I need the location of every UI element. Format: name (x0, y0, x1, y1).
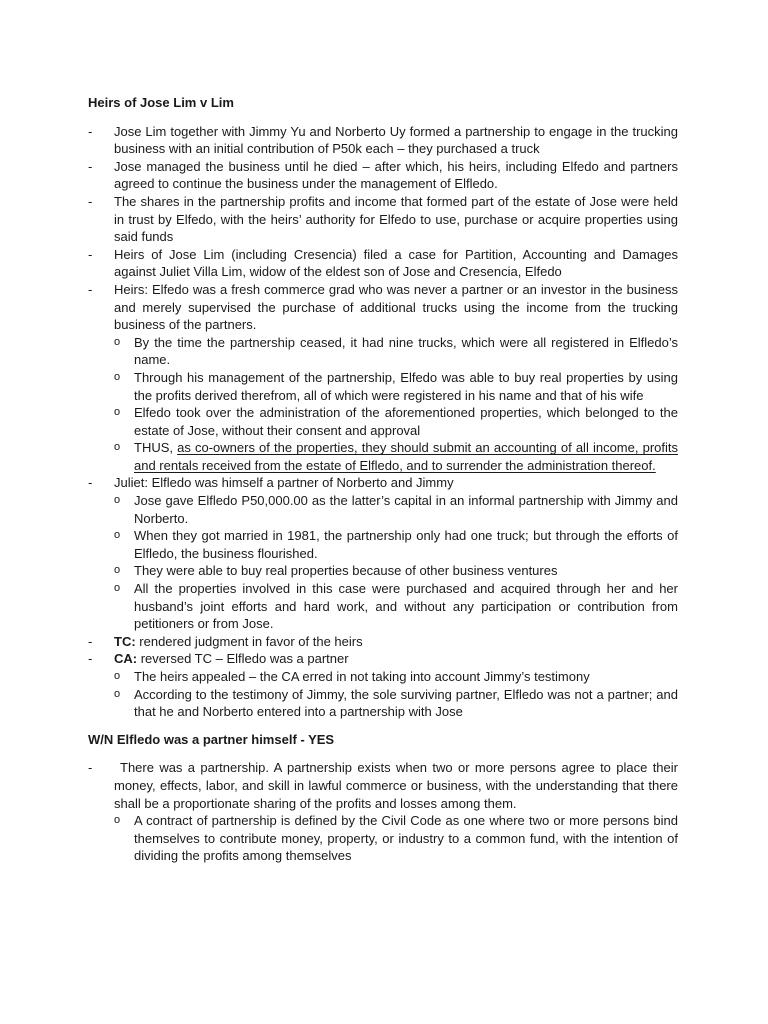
tc-label: TC: (114, 633, 136, 649)
dash-bullet: - (88, 158, 93, 174)
list-item (88, 123, 678, 158)
list-item-text: Heirs of Jose Lim (including Cresencia) filed a case for Partition, Accounting and Damages against Juliet Villa Lim, widow of the eldest son of Jose and Cresencia, Elfedo (114, 246, 678, 280)
circle-bullet: o (114, 687, 121, 700)
dash-bullet: - (88, 193, 93, 209)
circle-bullet: o (114, 582, 121, 595)
thus-underlined-text: as co-owners of the properties, they should submit an accounting of all income, profits and rentals received from the estate of Elfledo, and to surrender the administration thereof. (134, 440, 678, 473)
thus-prefix: THUS, (134, 440, 178, 456)
sub-item-text: The heirs appealed – the CA erred in not taking into account Jimmy’s testimony (134, 669, 590, 684)
list-item-text: Jose managed the business until he died – after which, his heirs, including Elfedo and partners agreed to continue the business under the management of Elfledo. (114, 158, 678, 192)
circle-bullet: o (114, 564, 121, 577)
sub-list-item (114, 527, 678, 562)
tc-text: rendered judgment in favor of the heirs (135, 633, 363, 649)
dash-bullet: - (88, 246, 93, 262)
facts-list (88, 123, 678, 721)
sub-item-text: By the time the partnership ceased, it had nine trucks, which were all registered in Elfledo’s name. (134, 334, 678, 368)
ca-label: CA: (114, 651, 138, 667)
partnership-item (88, 759, 678, 865)
dash-bullet: - (88, 760, 93, 776)
dash-bullet: - (88, 651, 93, 667)
sub-list-item (114, 369, 678, 404)
sub-list-item (114, 580, 678, 633)
list-item-text: The shares in the partnership profits and income that formed part of the estate of Jose were held in trust by Elfedo, with the heirs’ authority for Elfedo to use, purchase or acquire properties using said funds (114, 193, 678, 245)
heirs-item (88, 281, 678, 475)
partnership-sublist (114, 812, 678, 865)
sub-list-item (114, 668, 678, 686)
sub-item-text: Through his management of the partnership, Elfedo was able to buy real properties by using the profits derived therefrom, all of which were registered in his name and that of his wife (134, 369, 678, 403)
sub-list-item (114, 492, 678, 527)
sub-item-text: A contract of partnership is defined by the Civil Code as one where two or more persons bind themselves to contribute money, property, or industry to a common fund, with the intention of dividing the profits among themselves (134, 813, 678, 864)
list-item (88, 246, 678, 281)
circle-bullet: o (114, 370, 121, 383)
juliet-text: Juliet: Elfledo was himself a partner of Norberto and Jimmy (114, 475, 454, 491)
ca-item (88, 650, 678, 720)
ca-text: reversed TC – Elfledo was a partner (137, 651, 349, 667)
sub-list-item (114, 562, 678, 580)
list-item (88, 158, 678, 193)
circle-bullet: o (114, 814, 121, 827)
document-page (88, 94, 678, 865)
circle-bullet: o (114, 494, 121, 507)
circle-bullet: o (114, 529, 121, 542)
sub-item-text: Elfedo took over the administration of the aforementioned properties, which belonged to the estate of Jose, without their consent and approval (134, 405, 678, 438)
circle-bullet: o (114, 670, 121, 682)
circle-bullet: o (114, 406, 121, 419)
dash-bullet: - (88, 475, 93, 491)
case-title: Heirs of Jose Lim v Lim (88, 95, 234, 110)
dash-bullet: - (88, 281, 93, 297)
heirs-sublist (114, 334, 678, 475)
list-item (88, 193, 678, 246)
dash-bullet: - (88, 633, 93, 649)
ruling-list (88, 759, 678, 865)
circle-bullet: o (114, 441, 121, 454)
sub-list-item (114, 404, 678, 439)
sub-item-text: According to the testimony of Jimmy, the sole surviving partner, Elfledo was not a partner; and that he and Norberto entered into a partnership with Jose (134, 686, 678, 720)
sub-item-text: Jose gave Elfledo P50,000.00 as the latter’s capital in an informal partnership with Jimmy and Norberto. (134, 493, 678, 526)
sub-item-text: They were able to buy real properties because of other business ventures (134, 563, 558, 579)
sub-item-text: All the properties involved in this case were purchased and acquired through her and her husband’s joint efforts and hard work, and without any participation or contribution from petitioners or from Jose. (134, 581, 678, 632)
juliet-item (88, 474, 678, 632)
tc-item (88, 633, 678, 651)
juliet-sublist (114, 492, 678, 633)
partnership-text: There was a partnership. A partnership exists when two or more persons agree to place their money, effects, labor, and skill in lawful commerce or business, with the understanding that there shall be a proportionate sharing of the profits and losses among them. (114, 760, 678, 811)
heirs-text: Heirs: Elfedo was a fresh commerce grad who was never a partner or an investor in the business and merely supervised the purchase of additional trucks using the income from the trucking business of the partners. (114, 281, 678, 333)
list-item-text: Jose Lim together with Jimmy Yu and Norberto Uy formed a partnership to engage in the trucking business with an initial contribution of P50k each – they purchased a truck (114, 123, 678, 157)
sub-list-item (114, 334, 678, 369)
dash-bullet: - (88, 123, 93, 139)
sub-list-item (114, 439, 678, 474)
sub-list-item (114, 686, 678, 721)
sub-item-text: When they got married in 1981, the partnership only had one truck; but through the efforts of Elfledo, the business flourished. (134, 528, 678, 561)
circle-bullet: o (114, 335, 121, 348)
issue-heading: W/N Elfledo was a partner himself - YES (88, 731, 335, 747)
sub-list-item (114, 812, 678, 865)
ca-sublist (114, 668, 678, 721)
